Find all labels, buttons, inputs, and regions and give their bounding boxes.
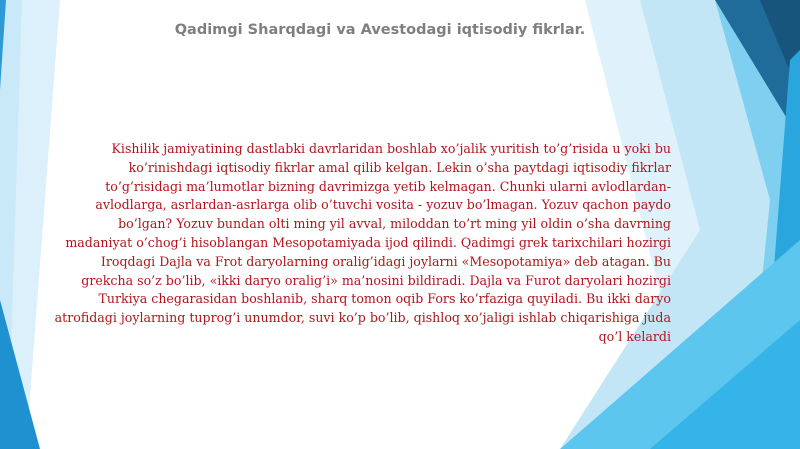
slide-body-text: Kishilik jamiyatining dastlabki davrlaridan boshlab xo’jalik yuritish to’g’risida u yoki bu ko’rinishdagi iqtisodiy fikrlar amal qilib kelgan. Lekin o’sha paytdagi iqtisodiy fikrlar to’g’risidagi ma’lumotlar bizning davrimizga yetib kelmagan. Chunki ularni avlodlardan-avlodlarga, asrlardan-asrlarga olib o’tuvchi vosita - yozuv bo’lmagan. Yozuv qachon paydo bo’lgan? Yozuv bundan olti ming yil avval, miloddan to’rt ming yil oldin o’sha davrning madaniyat o’chog’i hisoblangan Mesopotamiyada ijod qilindi. Qadimgi grek tarixchilari hozirgi Iroqdagi Dajla va Frot daryolarning oralig’idagi joylarni «Mesopotamiya» deb atagan. Bu grekcha so’z bo’lib, «ikki daryo oralig’i» ma’nosini bildiradi. Dajla va Furot daryolari hozirgi Turkiya chegarasidan boshlanib, sharq tomon oqib Fors ko’rfaziga quyiladi. Bu ikki daryo atrofidagi joylarning tuprog’i unumdor, suvi ko’p bo’lib, qishloq xo’jaligi ishlab chiqarishiga juda qo’l kelardi (54, 141, 671, 344)
slide-title: Qadimgi Sharqdagi va Avestodagi iqtisodiy fikrlar. (174, 22, 586, 38)
